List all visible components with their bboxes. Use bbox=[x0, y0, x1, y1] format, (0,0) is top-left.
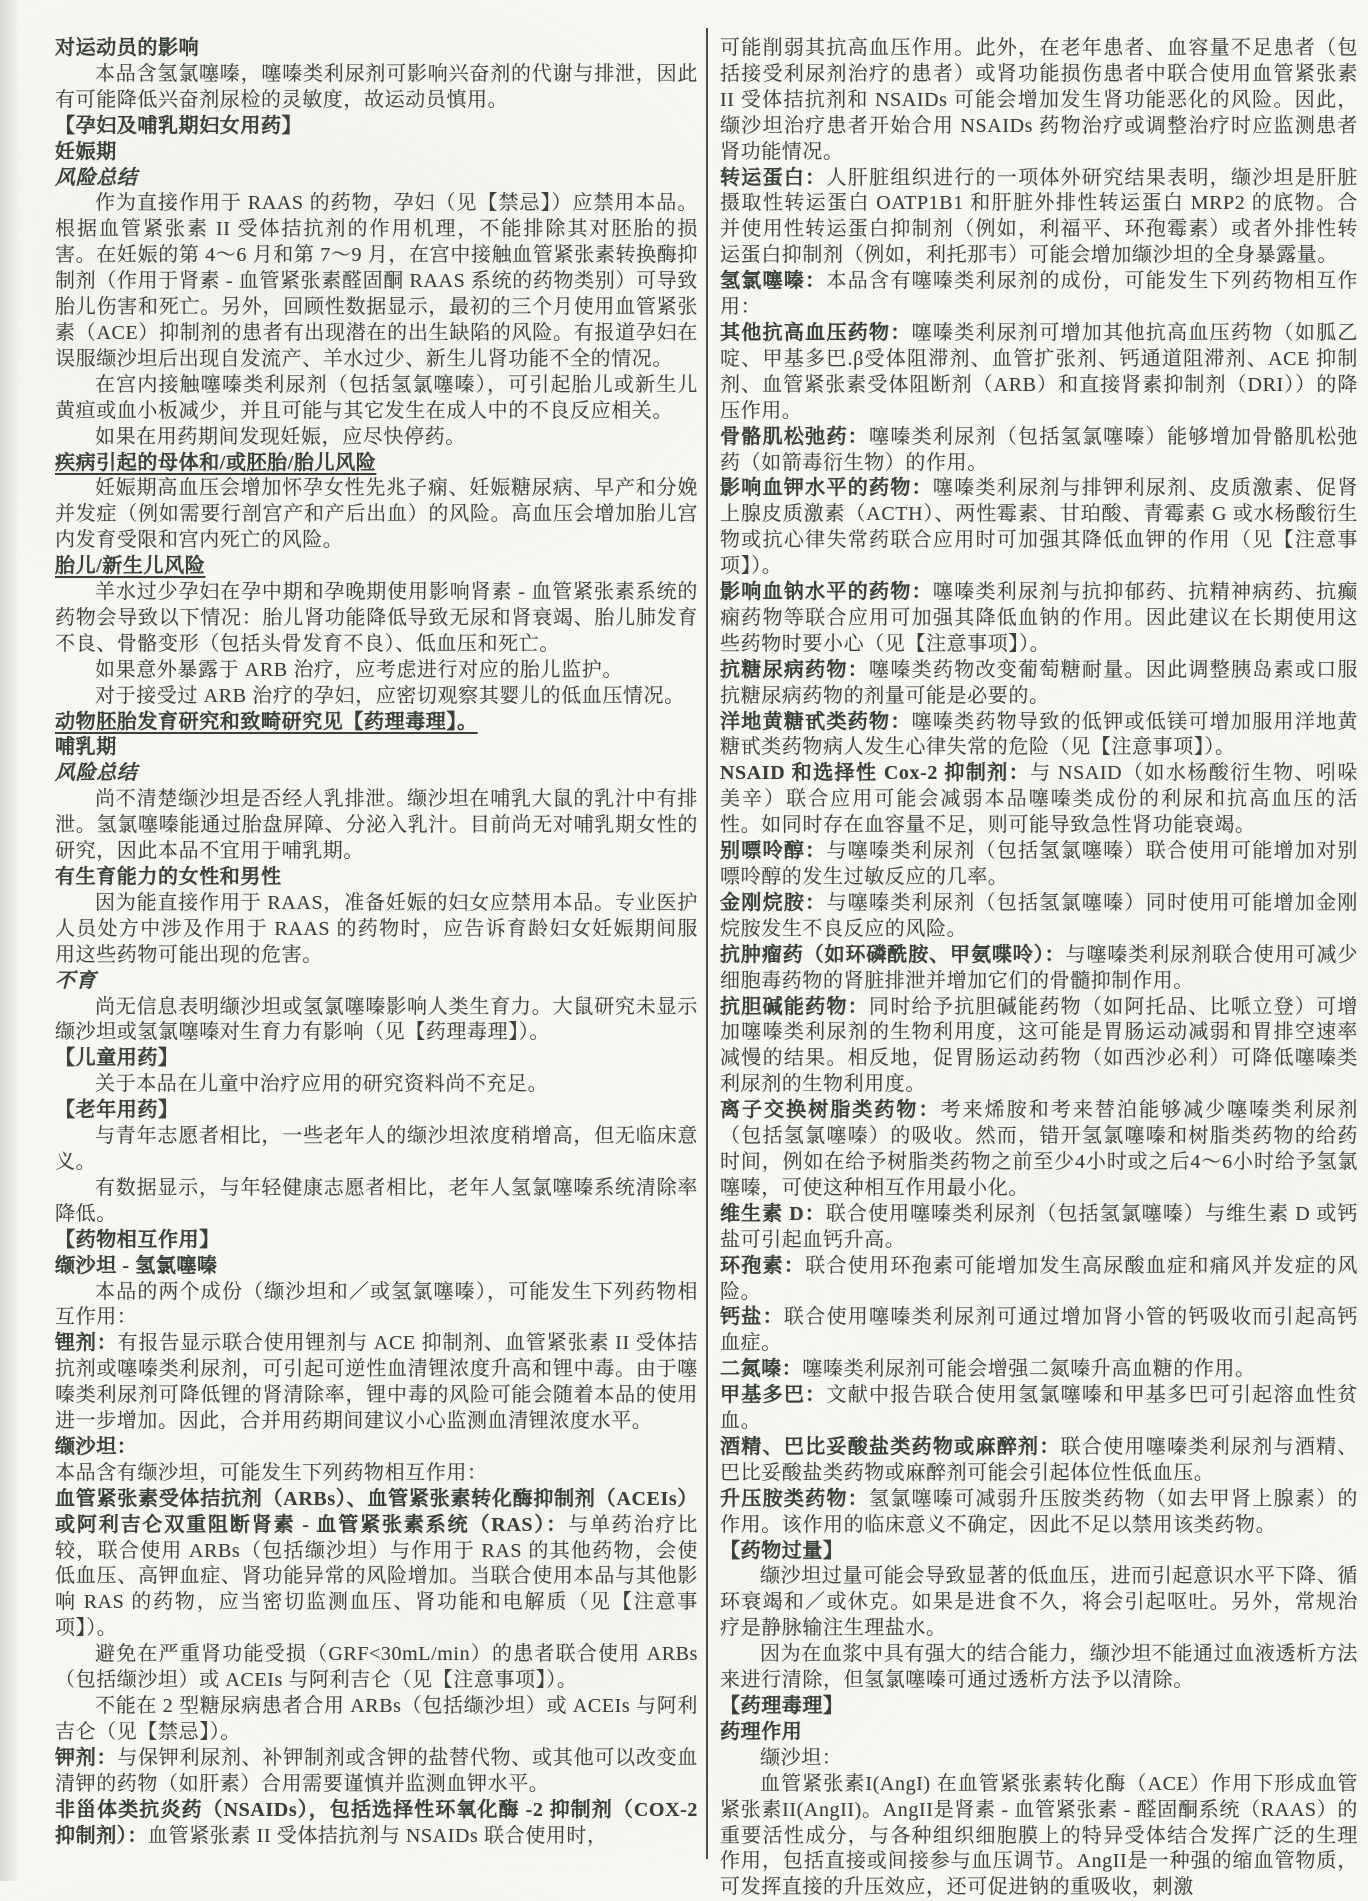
right-column bbox=[720, 36, 1359, 1899]
entry-text: 噻嗪类利尿剂（包括氢氯噻嗪）能够增加骨骼肌松弛药（如箭毒衍生物）的作用。 bbox=[720, 425, 1359, 474]
paragraph: 如果意外暴露于 ARB 治疗，应考虑进行对应的胎儿监护。 bbox=[95, 658, 623, 681]
underlined-heading: 胎儿/新生儿风险 bbox=[55, 555, 206, 578]
italic-heading: 风险总结 bbox=[55, 762, 138, 785]
subsection-heading: 药理作用 bbox=[720, 1720, 803, 1743]
entry-text: 与保钾利尿剂、补钾制剂或含钾的盐替代物、或其他可以改变血清钾的药物（如肝素）合用需要谨慎并监测血钾水平。 bbox=[55, 1746, 698, 1795]
entry-term: 非甾体类抗炎药（NSAIDs），包括选择性环氧化酶 -2 抑制剂（COX-2 抑制剂）： bbox=[55, 1798, 698, 1847]
entry-term: 别嘌呤醇： bbox=[720, 840, 827, 863]
drug-interaction-entry bbox=[55, 1331, 698, 1435]
paragraph: 缬沙坦过量可能会导致显著的低血压，进而引起意识水平下降、循环衰竭和／或休克。如果是进食不久，将会引起呕吐。另外，常规治疗是静脉输注生理盐水。 bbox=[720, 1565, 1359, 1640]
paragraph: 本品含氢氯噻嗪，噻嗪类利尿剂可影响兴奋剂的代谢与排泄，因此有可能降低兴奋剂尿检的灵敏度，故运动员慎用。 bbox=[55, 62, 698, 111]
left-column bbox=[55, 36, 698, 1881]
italic-heading: 不育 bbox=[55, 969, 97, 992]
entry-term: 升压胺类药物： bbox=[720, 1487, 870, 1510]
entry-text: 氢氯噻嗪可减弱升压胺类药物（如去甲肾上腺素）的作用。该作用的临床意义不确定，因此不足以禁用该类药物。 bbox=[720, 1487, 1359, 1536]
drug-interaction-entry bbox=[720, 1357, 1358, 1383]
entry-text: 与噻嗪类利尿剂联合使用可减少细胞毒药物的肾脏排泄并增加它们的骨髓抑制作用。 bbox=[720, 943, 1359, 992]
entry-term: 骨骼肌松弛药： bbox=[720, 425, 870, 448]
paragraph: 避免在严重肾功能受损（GRF<30mL/min）的患者联合使用 ARBs（包括缬沙坦）或 ACEIs 与阿利吉仑（见【注意事项】）。 bbox=[55, 1643, 698, 1692]
entry-text: 噻嗪类利尿剂与抗抑郁药、抗精神病药、抗癫痫药物等联合应用可加强其降低血钠的作用。因此建议在长期使用这些药物时要小心（见【注意事项】）。 bbox=[720, 581, 1359, 655]
entry-term: 洋地黄糖甙类药物： bbox=[720, 710, 912, 733]
drug-interaction-entry bbox=[55, 1798, 698, 1850]
paragraph: 血管紧张素I(AngI) 在血管紧张素转化酶（ACE）作用下形成血管紧张素II(AngII)。AngII是肾素 - 血管紧张素 - 醛固酮系统（RAAS）的重要活性成分，与各种组织细胞膜上的特异受体结合发挥广泛的生理作用，包括直接或间接参与血压调节。AngII是一种强的缩血管物质，可发挥直接的升压效应，还可促进钠的重吸收，刺激 bbox=[720, 1772, 1359, 1899]
entry-text: 与噻嗪类利尿剂（包括氢氯噻嗪）同时使用可能增加金刚烷胺发生不良反应的风险。 bbox=[720, 891, 1359, 940]
drug-interaction-entry bbox=[720, 1487, 1358, 1539]
subsection-heading: 对运动员的影响 bbox=[55, 37, 200, 59]
entry-text: 与单药治疗比较，联合使用 ARBs（包括缬沙坦）与作用于 RAS 的其他药物，会使低血压、高钾血症、肾功能异常的风险增加。当联合使用本品与其他影响 RAS 的药物，应当密切监测血压、肾功能和电解质（见【注意事项】）。 bbox=[55, 1513, 698, 1640]
drug-interaction-entry bbox=[720, 1254, 1358, 1306]
drug-interaction-entry bbox=[720, 943, 1358, 995]
paragraph: 本品含有缬沙坦，可能发生下列药物相互作用： bbox=[55, 1461, 488, 1484]
drug-interaction-entry bbox=[720, 476, 1358, 580]
drug-interaction-entry bbox=[720, 891, 1358, 943]
entry-term: 抗糖尿病药物： bbox=[720, 658, 870, 681]
entry-term: 离子交换树脂类药物： bbox=[720, 1099, 941, 1122]
paragraph: 尚不清楚缬沙坦是否经人乳排泄。缬沙坦在哺乳大鼠的乳汁中有排泄。氢氯噻嗪能通过胎盘屏障、分泌入乳汁。目前尚无对哺乳期女性的研究，因此本品不宜用于哺乳期。 bbox=[55, 788, 698, 863]
paragraph: 因为在血浆中具有强大的结合能力，缬沙坦不能通过血液透析方法来进行清除，但氢氯噻嗪可通过透析方法予以清除。 bbox=[720, 1643, 1359, 1692]
entry-text: 血管紧张素 II 受体拮抗剂与 NSAIDs 联合使用时， bbox=[148, 1824, 608, 1847]
entry-text: 噻嗪类药物导致的低钾或低镁可增加服用洋地黄糖甙类药物病人发生心律失常的危险（见【注意事项】）。 bbox=[720, 710, 1359, 759]
entry-term: 锂剂： bbox=[55, 1332, 118, 1355]
entry-term: NSAID 和选择性 Cox-2 抑制剂： bbox=[720, 762, 1031, 785]
paragraph: 对于接受过 ARB 治疗的孕妇，应密切观察其婴儿的低血压情况。 bbox=[95, 684, 685, 707]
paragraph: 如果在用药期间发现妊娠，应尽快停药。 bbox=[95, 425, 466, 448]
paragraph: 本品的两个成份（缬沙坦和／或氢氯噻嗪），可能发生下列药物相互作用： bbox=[55, 1280, 698, 1329]
entry-text: 噻嗪类利尿剂与排钾利尿剂、皮质激素、促肾上腺皮质激素（ACTH）、两性霉素、甘珀酸、青霉素 G 或水杨酸衍生物或抗心律失常药联合应用时可加强其降低血钾的作用（见【注意事项】）。 bbox=[720, 477, 1359, 578]
drug-interaction-entry bbox=[55, 1746, 698, 1798]
entry-text: 人肝脏组织进行的一项体外研究结果表明，缬沙坦是肝脏摄取性转运蛋白 OATP1B1 和肝脏外排性转运蛋白 MRP2 的底物。合并使用性转运蛋白抑制剂（例如，利福平、环孢霉素）或者外排性转运蛋白抑制剂（例如，利托那韦）可能会增加缬沙坦的全身暴露量。 bbox=[720, 166, 1359, 267]
paragraph: 尚无信息表明缬沙坦或氢氯噻嗪影响人类生育力。大鼠研究未显示缬沙坦或氢氯噻嗪对生育力有影响（见【药理毒理】）。 bbox=[55, 995, 698, 1044]
drug-interaction-entry bbox=[720, 321, 1358, 425]
entry-text: 文献中报告联合使用氢氯噻嗪和甲基多巴可引起溶血性贫血。 bbox=[720, 1384, 1359, 1433]
drug-interaction-entry bbox=[720, 710, 1358, 762]
italic-heading: 风险总结 bbox=[55, 166, 138, 189]
paragraph: 羊水过少孕妇在孕中期和孕晚期使用影响肾素 - 血管紧张素系统的药物会导致以下情况：胎儿肾功能降低导致无尿和肾衰竭、胎儿肺发育不良、骨骼变形（包括头骨发育不良）、低血压和死亡。 bbox=[55, 581, 698, 655]
entry-term: 血管紧张素受体拮抗剂（ARBs）、血管紧张素转化酶抑制剂（ACEIs）或阿利吉仑双重阻断肾素 - 血管紧张素系统（RAS）： bbox=[55, 1487, 698, 1536]
entry-text: 本品含有噻嗪类利尿剂的成份，可能发生下列药物相互作用： bbox=[720, 270, 1359, 319]
section-heading: 【药理毒理】 bbox=[720, 1695, 844, 1717]
section-heading: 【儿童用药】 bbox=[55, 1047, 179, 1070]
entry-term: 金刚烷胺： bbox=[720, 891, 827, 914]
subsection-heading: 有生育能力的女性和男性 bbox=[55, 866, 282, 888]
entry-text: 联合使用环孢素可能增加发生高尿酸血症和痛风并发症的风险。 bbox=[720, 1254, 1359, 1303]
entry-term: 影响血钾水平的药物： bbox=[720, 477, 933, 500]
column-divider bbox=[706, 28, 708, 1859]
drug-interaction-entry bbox=[720, 1435, 1358, 1487]
paragraph: 妊娠期高血压会增加怀孕女性先兆子痫、妊娠糖尿病、早产和分娩并发症（例如需要行剖宫产和产后出血）的风险。高血压会增加胎儿宫内发育受限和宫内死亡的风险。 bbox=[55, 477, 698, 552]
paragraph: 在宫内接触噻嗪类利尿剂（包括氢氯噻嗪），可引起胎儿或新生儿黄疸或血小板减少，并且可能与其它发生在成人中的不良反应相关。 bbox=[55, 373, 698, 422]
entry-term: 抗胆碱能药物： bbox=[720, 995, 870, 1018]
section-heading: 【孕妇及哺乳期妇女用药】 bbox=[55, 114, 303, 137]
entry-text: 考来烯胺和考来替泊能够减少噻嗪类利尿剂（包括氢氯噻嗪）的吸收。然而，错开氢氯噻嗪和树脂类药物的给药时间，例如在给予树脂类药物之前至少4小时或之后4～6小时给予氢氯噻嗪，可使这种相互作用最小化。 bbox=[720, 1099, 1359, 1199]
paragraph: 可能削弱其抗高血压作用。此外，在老年患者、血容量不足患者（包括接受利尿剂治疗的患者）或肾功能损伤患者中联合使用血管紧张素 II 受体拮抗剂和 NSAIDs 可能会增加发生肾功能恶化的风险。因此，缬沙坦治疗患者开始合用 NSAIDs 药物治疗或调整治疗时应监测患者肾功能情况。 bbox=[720, 37, 1359, 163]
entry-text: 与 NSAID（如水杨酸衍生物、吲哚美辛）联合应用可能会减弱本品噻嗪类成份的利尿和抗高血压的活性。如同时存在血容量不足，则可能导致急性肾功能衰竭。 bbox=[720, 762, 1359, 837]
entry-term: 钙盐： bbox=[720, 1306, 784, 1329]
drug-interaction-entry bbox=[55, 1487, 698, 1642]
entry-text: 联合使用噻嗪类利尿剂与酒精、巴比妥酸盐类药物或麻醉剂可能会引起体位性低血压。 bbox=[720, 1435, 1359, 1484]
entry-term: 酒精、巴比妥酸盐类药物或麻醉剂： bbox=[720, 1435, 1061, 1458]
drug-interaction-entry bbox=[720, 1202, 1358, 1254]
drug-interaction-entry bbox=[720, 995, 1358, 1099]
entry-term: 影响血钠水平的药物： bbox=[720, 581, 933, 604]
drug-interaction-entry bbox=[720, 839, 1358, 891]
subsection-heading: 妊娠期 bbox=[55, 140, 117, 163]
entry-term: 维生素 D： bbox=[720, 1202, 826, 1225]
drug-interaction-entry bbox=[720, 761, 1358, 839]
section-heading: 【药物相互作用】 bbox=[55, 1228, 220, 1251]
paragraph: 缬沙坦： bbox=[760, 1746, 843, 1769]
paragraph: 因为能直接作用于 RAAS，准备妊娠的妇女应禁用本品。专业医护人员处方中涉及作用于 RAAS 的药物时，应告诉育龄妇女妊娠期间服用这些药物可能出现的危害。 bbox=[55, 891, 698, 966]
entry-term: 环孢素： bbox=[720, 1254, 806, 1277]
paragraph: 有数据显示，与年轻健康志愿者相比，老年人氢氯噻嗪系统清除率降低。 bbox=[55, 1176, 698, 1225]
entry-text: 联合使用噻嗪类利尿剂可通过增加肾小管的钙吸收而引起高钙血症。 bbox=[720, 1306, 1359, 1355]
drug-interaction-entry bbox=[720, 1305, 1358, 1357]
subsection-heading: 缬沙坦 - 氢氯噻嗪 bbox=[55, 1254, 218, 1277]
section-heading: 【老年用药】 bbox=[55, 1099, 179, 1122]
section-heading: 【药物过量】 bbox=[720, 1539, 844, 1562]
paragraph: 作为直接作用于 RAAS 的药物，孕妇（见【禁忌】）应禁用本品。根据血管紧张素 II 受体拮抗剂的作用机理，不能排除其对胚胎的损害。在妊娠的第 4～6 月和第 7～9 月，在宫中接触血管紧张素转换酶抑制剂（作用于肾素 - 血管紧张素醛固酮 RAAS 系统的药物类别）可导致胎儿伤害和死亡。另外，回顾性数据显示，最初的三个月使用血管紧张素（ACE）抑制剂的患者有出现潜在的出生缺陷的风险。有报道孕妇在误服缬沙坦后出现自发流产、羊水过少、新生儿肾功能不全的情况。 bbox=[55, 192, 698, 370]
entry-term: 二氮嗪： bbox=[720, 1358, 803, 1381]
subsection-heading: 缬沙坦： bbox=[55, 1435, 138, 1458]
underlined-heading: 动物胚胎发育研究和致畸研究见【药理毒理】。 bbox=[55, 710, 478, 733]
entry-term: 甲基多巴： bbox=[720, 1384, 827, 1407]
entry-term: 其他抗高血压药物： bbox=[720, 321, 912, 344]
entry-text: 同时给予抗胆碱能药物（如阿托品、比哌立登）可增加噻嗪类利尿剂的生物利用度，这可能是胃肠运动减弱和胃排空速率减慢的结果。相反地，促胃肠运动药物（如西沙必利）可降低噻嗪类利尿剂的生物利用度。 bbox=[720, 995, 1359, 1096]
paragraph: 与青年志愿者相比，一些老年人的缬沙坦浓度稍增高，但无临床意义。 bbox=[55, 1125, 698, 1173]
drug-interaction-entry bbox=[720, 658, 1358, 710]
subsection-heading: 哺乳期 bbox=[55, 736, 117, 759]
drug-interaction-entry bbox=[720, 580, 1358, 658]
drug-interaction-entry bbox=[720, 1098, 1358, 1202]
entry-term: 转运蛋白： bbox=[720, 166, 827, 189]
entry-text: 联合使用噻嗪类利尿剂（包括氢氯噻嗪）与维生素 D 或钙盐可引起血钙升高。 bbox=[720, 1202, 1359, 1251]
entry-text: 与噻嗪类利尿剂（包括氢氯噻嗪）联合使用可能增加对别嘌呤醇的发生过敏反应的几率。 bbox=[720, 840, 1359, 888]
entry-term: 氢氯噻嗪： bbox=[720, 270, 827, 293]
entry-term: 钾剂： bbox=[55, 1746, 118, 1769]
entry-text: 噻嗪类药物改变葡萄糖耐量。因此调整胰岛素或口服抗糖尿病药物的剂量可能是必要的。 bbox=[720, 658, 1359, 707]
drug-interaction-entry bbox=[720, 425, 1358, 477]
paragraph: 不能在 2 型糖尿病患者合用 ARBs（包括缬沙坦）或 ACEIs 与阿利吉仑（见【禁忌】）。 bbox=[55, 1695, 698, 1743]
entry-text: 有报告显示联合使用锂剂与 ACE 抑制剂、血管紧张素 II 受体拮抗剂或噻嗪类利尿剂，可引起可逆性血清锂浓度升高和锂中毒。由于噻嗪类利尿剂可降低锂的肾清除率，锂中毒的风险可能会随着本品的使用进一步增加。因此，合并用药期间建议小心监测血清锂浓度水平。 bbox=[55, 1332, 698, 1433]
drug-interaction-entry bbox=[720, 1383, 1358, 1435]
drug-interaction-entry bbox=[720, 269, 1358, 321]
paragraph: 关于本品在儿童中治疗应用的研究资料尚不充足。 bbox=[95, 1073, 549, 1096]
entry-text: 噻嗪类利尿剂可增加其他抗高血压药物（如胍乙啶、甲基多巴.β受体阻滞剂、血管扩张剂、钙通道阻滞剂、ACE 抑制剂、血管紧张素受体阻断剂（ARB）和直接肾素抑制剂（DRI））的降压作用。 bbox=[720, 321, 1359, 422]
underlined-heading: 疾病引起的母体和/或胚胎/胎儿风险 bbox=[55, 451, 377, 474]
entry-term: 抗肿瘤药（如环磷酰胺、甲氨喋呤）： bbox=[720, 943, 1066, 966]
drug-interaction-entry bbox=[720, 166, 1358, 270]
entry-text: 噻嗪类利尿剂可能会增强二氮嗪升高血糖的作用。 bbox=[802, 1358, 1256, 1381]
